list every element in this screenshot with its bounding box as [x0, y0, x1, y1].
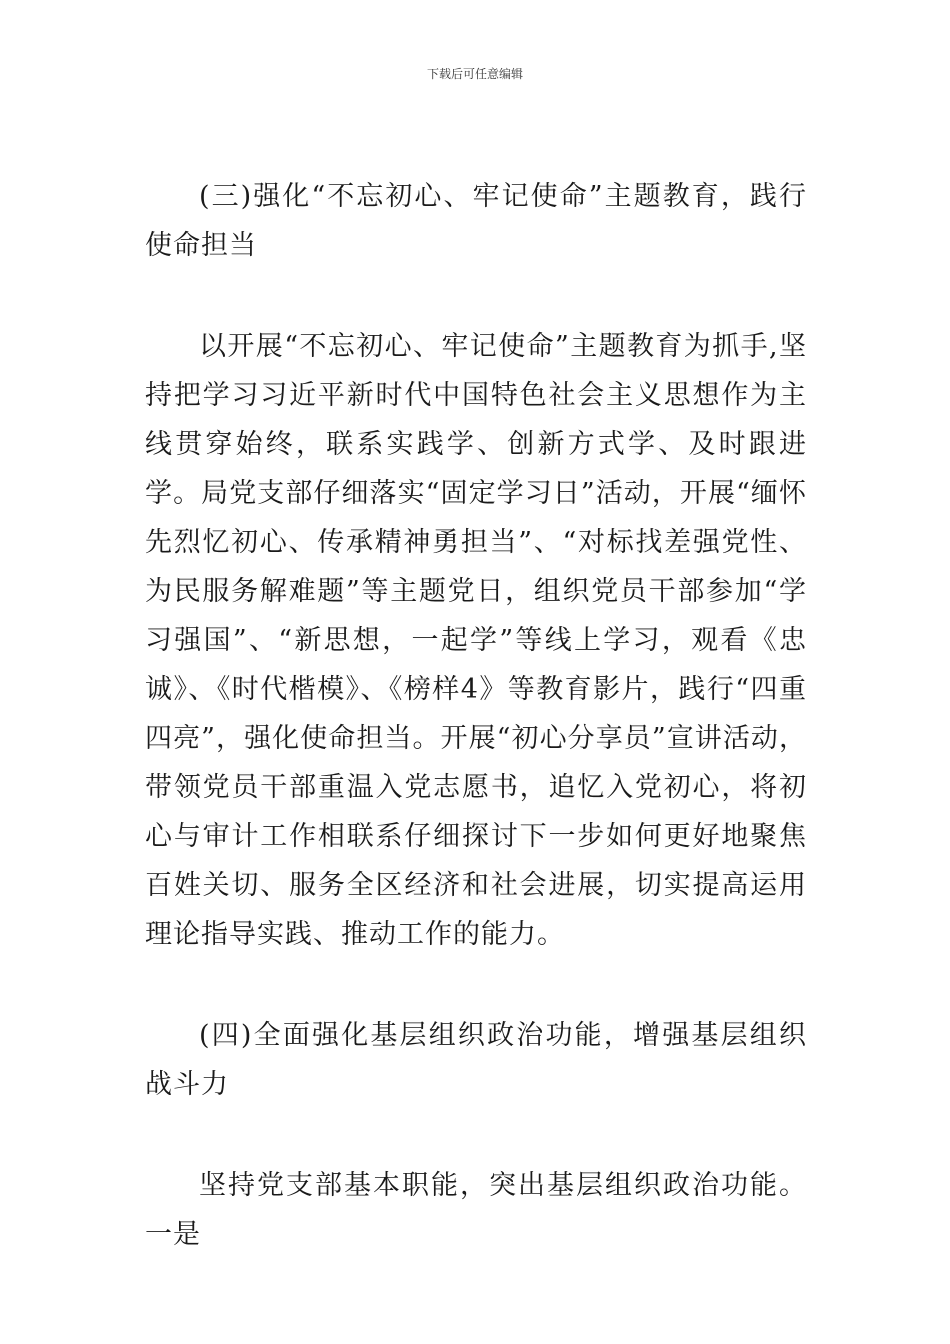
section-heading-4: (四)全面强化基层组织政治功能，增强基层组织战斗力 [145, 1020, 807, 1100]
section-body-4: 坚持党支部基本职能，突出基层组织政治功能。一是 [145, 1170, 807, 1250]
page-header: 下载后可任意编辑 [426, 67, 523, 81]
section-body-3: 以开展“不忘初心、牢记使命”主题教育为抓手,坚持把学习习近平新时代中国特色社会主义思想作为主线贯穿始终，联系实践学、创新方式学、及时跟进学。局党支部仔细落实“固定学习日”活动，开展“缅怀先烈忆初心、传承精神勇担当”、“对标找差强党性、为民服务解难题”等主题党日，组织党员干部参加“学习强国”、“新思想，一起学”等线上学习，观看《忠诚》、《时代楷模》、《榜样4》等教育影片，践行“四重四亮”，强化使命担当。开展“初心分享员”宣讲活动，带领党员干部重温入党志愿书，追忆入党初心，将初心与审计工作相联系仔细探讨下一步如何更好地聚焦百姓关切、服务全区经济和社会进展，切实提高运用理论指导实践、推动工作的能力。 [145, 331, 807, 950]
section-heading-3: (三)强化“不忘初心、牢记使命”主题教育，践行使命担当 [145, 181, 807, 261]
document-body [145, 172, 807, 1259]
